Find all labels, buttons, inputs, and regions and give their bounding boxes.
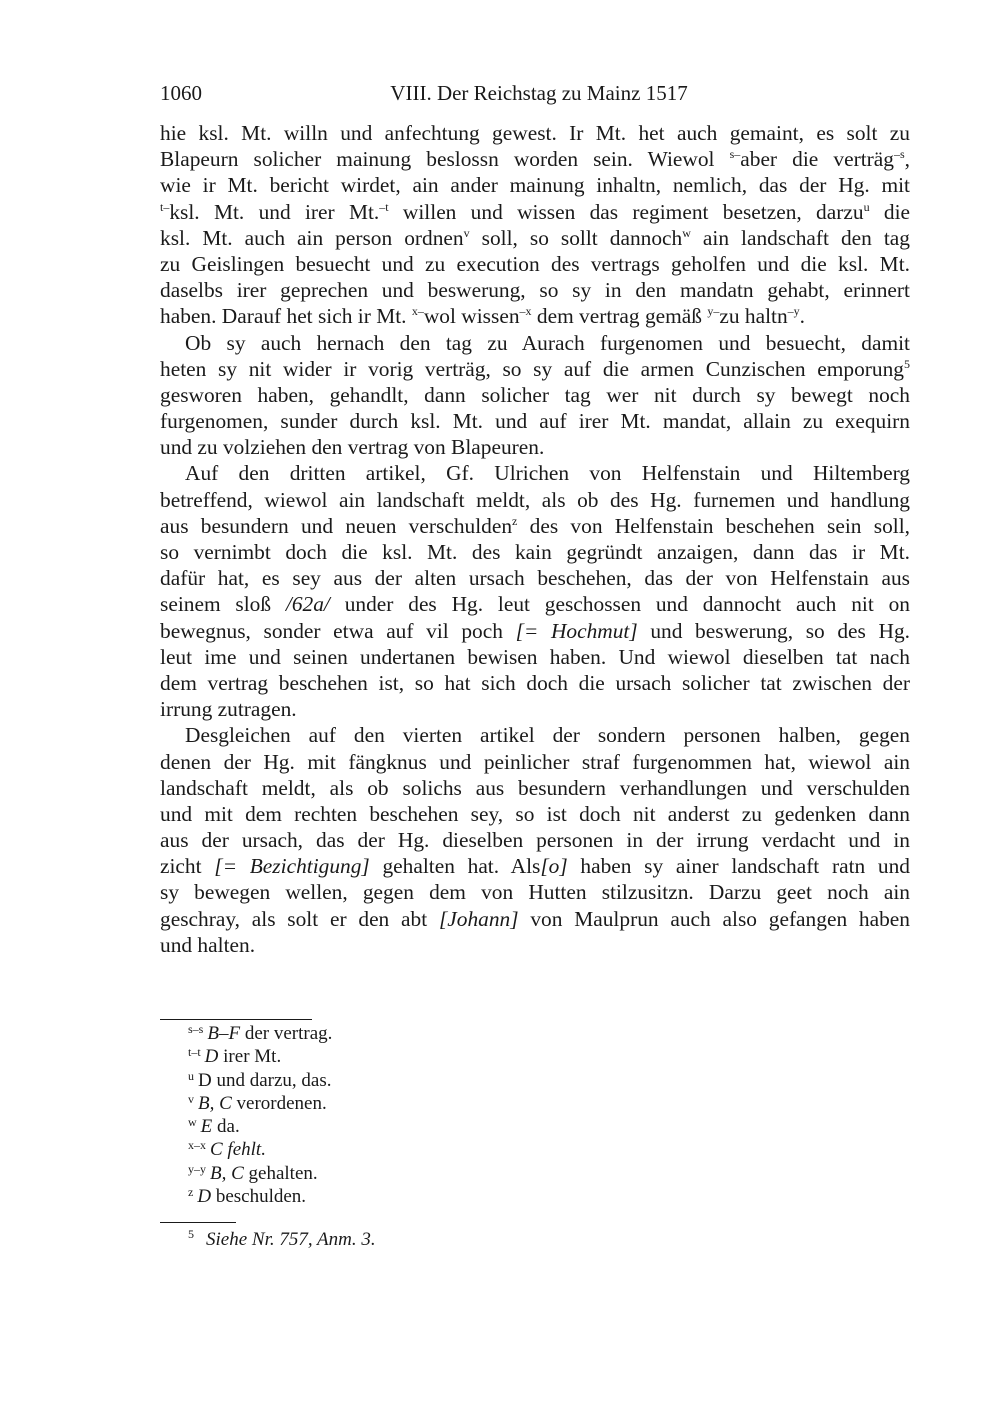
- main-text: [160, 120, 910, 958]
- text-line: aus der ursach, das der Hg. dieselben personen in der irrung verdacht und in: [160, 828, 910, 853]
- text-line: Blapeurn solicher mainung beslossn worden sein. Wiewol $^{s-}$aber die verträg$^{-s}$,: [160, 147, 910, 172]
- text-line: bewegnus, sonder etwa auf vil poch [= Hochmut] und beswerung, so des Hg.: [160, 618, 910, 643]
- text-line: Auf den dritten artikel, Gf. Ulrichen von Helfenstain und Hiltemberg: [185, 461, 910, 486]
- footnote-rule: [160, 1222, 236, 1223]
- text-line: zicht [= Bezichtigung] gehalten hat. Als[o] haben sy ainer landschaft ratn und: [160, 854, 910, 879]
- editorial-gloss: [Johann]: [438, 906, 519, 931]
- numbered-note: $^5$ Siehe Nr. 757, Anm. 3.: [188, 1227, 376, 1250]
- editorial-gloss: [o]: [540, 854, 568, 879]
- folio-mark: /62a/: [285, 592, 330, 617]
- variant-note: $^{x-x}$ C fehlt.: [188, 1138, 266, 1161]
- apparatus-marker: v: [463, 225, 470, 240]
- text-line: daselbs irer geprechen und beswerung, so sy in den mandatn gehabt, erinnert: [160, 278, 910, 303]
- apparatus-marker: –x: [519, 304, 532, 319]
- text-line: Ob sy auch hernach den tag zu Aurach furgenomen und besuecht, damit: [185, 330, 910, 355]
- variant-note: $^u$ D und darzu, das.: [188, 1068, 332, 1091]
- variant-note: $^{s-s}$ B–F der vertrag.: [188, 1022, 333, 1044]
- apparatus-marker: –y: [787, 304, 800, 319]
- apparatus-marker: –s: [893, 147, 905, 162]
- variant-note: $^{y-y}$ B, C gehalten.: [188, 1161, 318, 1184]
- text-line: und mit dem rechten beschehen sey, so ist doch nit anderst zu gedenken dann: [160, 801, 910, 826]
- text-line: leut ime und seinen undertanen bewisen haben. Und wiewol dieselben tat nach: [160, 644, 910, 669]
- text-line: haben. Darauf het sich ir Mt. $^{x-}$wol wissen$^{-x}$ dem vertrag gemäß $^{y-}$zu haltn$^{-y}$.: [160, 304, 806, 329]
- numbered-notes: [188, 1228, 688, 1251]
- variant-apparatus: [188, 1022, 688, 1208]
- text-line: betreffend, wiewol ain landschaft meldt, als ob des Hg. furnemen und handlung: [160, 487, 910, 512]
- text-line: wie ir Mt. bericht wirdet, ain ander mainung inhaltn, nemlich, das der Hg. mit: [160, 173, 910, 198]
- text-line: dem vertrag beschehen ist, so hat sich doch die ursach solicher tat zwischen der: [160, 670, 910, 695]
- variant-note: $^v$ B, C verordenen.: [188, 1091, 327, 1114]
- text-line: $^{t-}$ksl. Mt. und irer Mt.$^{-t}$ willen und wissen das regiment besetzen, darzu$^u$ die: [160, 199, 910, 224]
- text-line: heten sy nit wider ir vorig verträg, so sy auf die armen Cunzischen emporung$^5$: [160, 356, 910, 381]
- text-line: seinem sloß /62a/ under des Hg. leut geschossen und dannocht auch nit on: [160, 592, 910, 617]
- text-line: furgenomen, sunder durch ksl. Mt. und auf irer Mt. mandat, allain zu exequirn: [160, 409, 910, 434]
- page-number: 1060: [160, 81, 202, 105]
- apparatus-marker: –t: [379, 199, 389, 214]
- variant-note: $^{t-t}$ D irer Mt.: [188, 1045, 282, 1068]
- text-line: gesworen haben, gehandlt, dann solicher tag wer nit durch sy bewegt noch: [160, 382, 910, 407]
- text-line: so vernimbt doch die ksl. Mt. des kain gegründt anzaigen, dann das ir Mt.: [160, 540, 910, 564]
- editorial-gloss: [= Bezichtigung]: [214, 854, 370, 879]
- text-line: hie ksl. Mt. willn und anfechtung gewest. Ir Mt. het auch gemaint, es solt zu: [160, 121, 910, 145]
- apparatus-marker: y–: [707, 304, 720, 319]
- text-line: sy bewegen wellen, gegen dem von Hutten stilzusitzn. Darzu geet noch ain: [160, 880, 910, 905]
- text-line: aus besundern und neuen verschulden$^z$ des von Helfenstain beschehen sein soll,: [160, 513, 911, 538]
- apparatus-marker: w: [682, 225, 691, 240]
- text-line: landschaft meldt, als ob solichs aus besundern verhandlungen und verschulden: [160, 775, 910, 800]
- apparatus-marker: t–: [160, 199, 170, 214]
- text-line: geschray, als solt er den abt [Johann] von Maulprun auch also gefangen haben: [160, 906, 910, 931]
- variant-note: $^w$ E da.: [188, 1115, 240, 1138]
- text-line: ksl. Mt. auch ain person ordnen$^v$ soll, so sollt dannoch$^w$ ain landschaft den tag: [160, 225, 910, 250]
- running-title: VIII. Der Reichstag zu Mainz 1517: [390, 81, 688, 105]
- variant-note: $^z$ D beschulden.: [188, 1185, 307, 1208]
- text-line: denen der Hg. mit fängknus und peinlicher straf furgenommen hat, wiewol ain: [160, 749, 910, 774]
- apparatus-marker: z: [512, 513, 518, 528]
- apparatus-marker: u: [863, 199, 870, 214]
- text-line: und zu volziehen den vertrag von Blapeuren.: [160, 435, 545, 460]
- text-line: dafür hat, es sey aus der alten ursach beschehen, das der von Helfenstain aus: [160, 566, 910, 591]
- text-line: Desgleichen auf den vierten artikel der sondern personen halben, gegen: [185, 723, 910, 748]
- footnote-rule: [160, 1019, 312, 1020]
- running-head: [160, 80, 910, 106]
- text-line: zu Geislingen besuecht und zu execution des vertrags geholfen und die ksl. Mt.: [160, 251, 910, 276]
- text-line: irrung zutragen.: [160, 697, 297, 722]
- text-line: und halten.: [160, 932, 256, 957]
- note-marker: 5: [904, 356, 910, 371]
- apparatus-marker: s–: [729, 147, 741, 162]
- editorial-gloss: [= Hochmut]: [515, 618, 638, 643]
- apparatus-marker: x–: [411, 304, 424, 319]
